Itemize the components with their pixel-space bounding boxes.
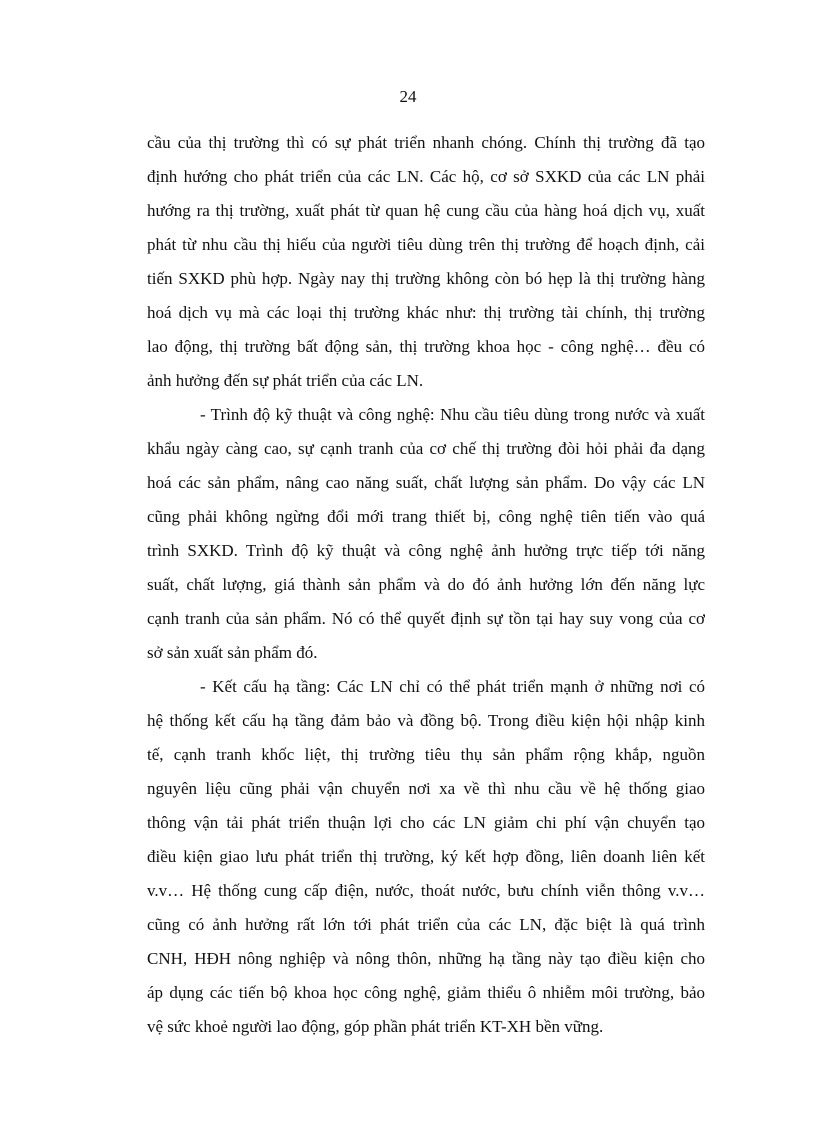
text-line: thông vận tải phát triển thuận lợi cho các LN giảm chi phí vận chuyển tạo — [147, 813, 705, 832]
text-line: - Kết cấu hạ tầng: Các LN chỉ có thể phát triển mạnh ở những nơi có — [200, 677, 705, 696]
text-line: cạnh tranh của sản phẩm. Nó có thể quyết định sự tồn tại hay suy vong của cơ — [147, 609, 705, 628]
text-line: sở sản xuất sản phẩm đó. — [147, 643, 318, 662]
paragraph-technology — [147, 398, 705, 670]
text-line: áp dụng các tiến bộ khoa học công nghệ, giảm thiểu ô nhiễm môi trường, bảo — [147, 983, 705, 1002]
text-line: vệ sức khoẻ người lao động, góp phần phát triển KT-XH bền vững. — [147, 1017, 604, 1036]
text-line: hệ thống kết cấu hạ tầng đảm bảo và đồng bộ. Trong điều kiện hội nhập kinh — [147, 711, 705, 730]
text-line: nguyên liệu cũng phải vận chuyển nơi xa về thì nhu cầu về hệ thống giao — [147, 779, 705, 798]
text-line: tế, cạnh tranh khốc liệt, thị trường tiêu thụ sản phẩm rộng khắp, nguồn — [147, 745, 705, 764]
text-line: lao động, thị trường bất động sản, thị trường khoa học - công nghệ… đều có — [147, 337, 705, 356]
paragraph-market — [147, 126, 705, 398]
text-line: suất, chất lượng, giá thành sản phẩm và do đó ảnh hưởng lớn đến năng lực — [147, 575, 705, 594]
text-line: hoá dịch vụ mà các loại thị trường khác như: thị trường tài chính, thị trường — [147, 303, 705, 322]
document-body — [147, 126, 705, 1044]
text-line: cũng phải không ngừng đổi mới trang thiết bị, công nghệ tiên tiến vào quá — [147, 507, 705, 526]
text-line: điều kiện giao lưu phát triển thị trường, ký kết hợp đồng, liên doanh liên kết — [147, 847, 705, 866]
text-line: ảnh hưởng đến sự phát triển của các LN. — [147, 371, 424, 390]
text-line: hoá các sản phẩm, nâng cao năng suất, chất lượng sản phẩm. Do vậy các LN — [147, 473, 705, 492]
text-line: - Trình độ kỹ thuật và công nghệ: Nhu cầu tiêu dùng trong nước và xuất — [200, 405, 705, 424]
text-line: cầu của thị trường thì có sự phát triển nhanh chóng. Chính thị trường đã tạo — [147, 133, 705, 152]
page-number: 24 — [399, 87, 417, 106]
text-line: định hướng cho phát triển của các LN. Các hộ, cơ sở SXKD của các LN phải — [147, 167, 705, 186]
text-line: phát từ nhu cầu thị hiếu của người tiêu dùng trên thị trường để hoạch định, cải — [147, 235, 705, 254]
text-line: tiến SXKD phù hợp. Ngày nay thị trường không còn bó hẹp là thị trường hàng — [147, 269, 705, 288]
text-line: trình SXKD. Trình độ kỹ thuật và công nghệ ảnh hưởng trực tiếp tới năng — [147, 541, 705, 560]
text-line: hướng ra thị trường, xuất phát từ quan hệ cung cầu của hàng hoá dịch vụ, xuất — [147, 201, 705, 220]
text-line: khẩu ngày càng cao, sự cạnh tranh của cơ chế thị trường đòi hỏi phải đa dạng — [147, 439, 705, 458]
text-line: cũng có ảnh hưởng rất lớn tới phát triển của các LN, đặc biệt là quá trình — [147, 915, 705, 934]
text-line: v.v… Hệ thống cung cấp điện, nước, thoát nước, bưu chính viễn thông v.v… — [147, 881, 705, 900]
paragraph-infrastructure — [147, 670, 705, 1044]
text-line: CNH, HĐH nông nghiệp và nông thôn, những hạ tầng này tạo điều kiện cho — [147, 949, 705, 968]
